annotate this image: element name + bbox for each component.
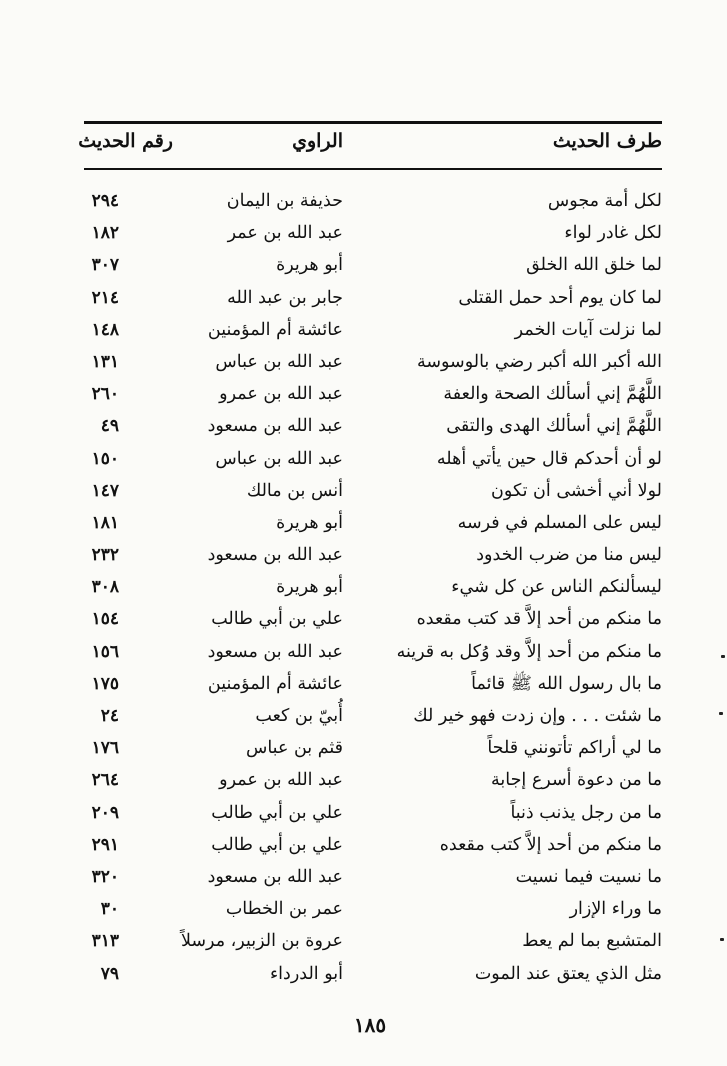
- table-row: [0, 443, 727, 475]
- hadith-text: لكل أمة مجوس: [547, 191, 662, 211]
- narrator-name: أبو هريرة: [276, 512, 343, 533]
- column-header-hadith: طرف الحديث: [552, 130, 662, 152]
- header-top-rule: [84, 121, 662, 124]
- narrator-name: عبد الله بن عمرو: [219, 384, 343, 405]
- narrator-name: أبو الدرداء: [269, 963, 343, 984]
- narrator-name: حذيفة بن اليمان: [226, 191, 343, 211]
- scan-mark: [719, 712, 723, 715]
- hadith-text: ما وراء الإزار: [569, 899, 662, 920]
- hadith-number: ٣٢٠: [91, 866, 119, 887]
- table-row: [0, 571, 727, 603]
- hadith-text: ليس على المسلم في فرسه: [457, 512, 662, 533]
- page-number: ١٨٥: [353, 1013, 387, 1037]
- hadith-text: اللَّهُمَّ إني أسألك الهدى والتقى: [446, 416, 662, 437]
- hadith-text: لما كان يوم أحد حمل القتلى: [458, 287, 662, 308]
- table-row: [0, 282, 727, 314]
- scan-mark: [720, 938, 724, 941]
- hadith-number: ٧٩: [100, 963, 119, 984]
- narrator-name: أبو هريرة: [276, 577, 343, 598]
- hadith-number: ١٨١: [91, 512, 119, 533]
- table-row: [0, 700, 727, 732]
- column-header-number: رقم الحديث: [78, 130, 173, 152]
- hadith-text: لولا أني أخشى أن تكون: [491, 480, 662, 501]
- hadith-text: الله أكبر الله أكبر رضي بالوسوسة: [416, 351, 662, 372]
- hadith-text: لو أن أحدكم قال حين يأتي أهله: [436, 448, 662, 469]
- hadith-text: ما منكم من أحد إلاَّ قد كتب مقعده: [416, 609, 662, 630]
- hadith-number: ٢٩١: [91, 834, 119, 855]
- narrator-name: عبد الله بن مسعود: [207, 641, 343, 662]
- hadith-text: ما لي أراكم تأتونني قلحاً: [487, 738, 662, 759]
- table-row: [0, 410, 727, 442]
- narrator-name: علي بن أبي طالب: [211, 834, 343, 855]
- hadith-text: ما بال رسول الله ﷺ قائماً: [471, 673, 662, 694]
- table-row: [0, 797, 727, 829]
- hadith-number: ١٤٨: [91, 319, 119, 340]
- table-row: [0, 958, 727, 990]
- hadith-number: ١٧٥: [91, 673, 119, 694]
- table-row: [0, 378, 727, 410]
- table-row: [0, 346, 727, 378]
- hadith-text: لما نزلت آيات الخمر: [514, 319, 662, 340]
- table-row: [0, 861, 727, 893]
- narrator-name: عبد الله بن عباس: [215, 351, 343, 372]
- hadith-number: ٢٦٠: [91, 384, 119, 405]
- hadith-text: اللَّهُمَّ إني أسألك الصحة والعفة: [443, 384, 662, 405]
- hadith-number: ١٥٦: [91, 641, 119, 662]
- hadith-number: ١٨٢: [91, 223, 119, 244]
- hadith-index-table: [0, 185, 727, 990]
- hadith-number: ٢٠٩: [91, 802, 119, 823]
- narrator-name: جابر بن عبد الله: [227, 287, 343, 308]
- narrator-name: عبد الله بن عمر: [227, 223, 343, 244]
- column-header-narrator: الراوي: [292, 130, 343, 152]
- hadith-number: ٢٣٢: [91, 545, 119, 566]
- hadith-text: ما من رجل يذنب ذنباً: [510, 802, 662, 823]
- hadith-number: ٢١٤: [91, 287, 119, 308]
- narrator-name: علي بن أبي طالب: [211, 802, 343, 823]
- table-row: [0, 249, 727, 281]
- hadith-number: ١٣١: [91, 351, 119, 372]
- table-row: [0, 732, 727, 764]
- narrator-name: قثم بن عباس: [245, 738, 343, 759]
- hadith-number: ١٥٠: [91, 448, 119, 469]
- table-row: [0, 539, 727, 571]
- hadith-number: ٤٩: [100, 416, 119, 437]
- narrator-name: أبو هريرة: [276, 255, 343, 276]
- narrator-name: عائشة أم المؤمنين: [207, 673, 343, 694]
- table-row: [0, 764, 727, 796]
- narrator-name: أُبيّ بن كعب: [255, 706, 343, 726]
- hadith-number: ٣٠: [100, 899, 119, 920]
- hadith-text: لما خلق الله الخلق: [526, 255, 662, 276]
- hadith-text: ما من دعوة أسرع إجابة: [491, 770, 662, 791]
- scan-mark: [721, 655, 725, 658]
- hadith-number: ٢٦٤: [91, 770, 119, 791]
- narrator-name: عبد الله بن عباس: [215, 448, 343, 469]
- table-row: [0, 668, 727, 700]
- hadith-text: ليس منا من ضرب الخدود: [476, 545, 662, 566]
- narrator-name: علي بن أبي طالب: [211, 609, 343, 630]
- table-row: [0, 603, 727, 635]
- hadith-number: ١٤٧: [91, 480, 119, 501]
- narrator-name: عبد الله بن عمرو: [219, 770, 343, 791]
- hadith-text: ما منكم من أحد إلاَّ وقد وُكل به قرينه: [396, 641, 662, 662]
- narrator-name: عائشة أم المؤمنين: [207, 319, 343, 340]
- table-row: [0, 507, 727, 539]
- table-row: [0, 925, 727, 957]
- hadith-text: ما منكم من أحد إلاَّ كتب مقعده: [439, 834, 662, 855]
- hadith-number: ٣١٣: [91, 931, 119, 952]
- hadith-text: المتشبع بما لم يعط: [522, 931, 662, 952]
- hadith-text: ما شئت . . . وإن زدت فهو خير لك: [413, 706, 662, 726]
- hadith-text: لكل غادر لواء: [564, 223, 662, 244]
- table-row: [0, 829, 727, 861]
- narrator-name: عبد الله بن مسعود: [207, 416, 343, 437]
- header-bottom-rule: [84, 168, 662, 170]
- table-row: [0, 314, 727, 346]
- narrator-name: عمر بن الخطاب: [225, 899, 343, 920]
- hadith-number: ٢٩٤: [91, 191, 119, 211]
- hadith-number: ٣٠٧: [91, 255, 119, 276]
- table-row: [0, 475, 727, 507]
- table-row: [0, 185, 727, 217]
- table-row: [0, 893, 727, 925]
- narrator-name: عروة بن الزبير، مرسلاً: [180, 931, 343, 952]
- hadith-number: ٢٤: [100, 706, 119, 726]
- hadith-text: ليسألنكم الناس عن كل شيء: [451, 577, 662, 598]
- hadith-number: ٣٠٨: [91, 577, 119, 598]
- hadith-number: ١٧٦: [91, 738, 119, 759]
- narrator-name: عبد الله بن مسعود: [207, 866, 343, 887]
- hadith-text: مثل الذي يعتق عند الموت: [474, 963, 662, 984]
- narrator-name: أنس بن مالك: [246, 480, 343, 501]
- table-row: [0, 636, 727, 668]
- hadith-number: ١٥٤: [91, 609, 119, 630]
- table-row: [0, 217, 727, 249]
- hadith-text: ما نسيت فيما نسيت: [515, 866, 662, 887]
- narrator-name: عبد الله بن مسعود: [207, 545, 343, 566]
